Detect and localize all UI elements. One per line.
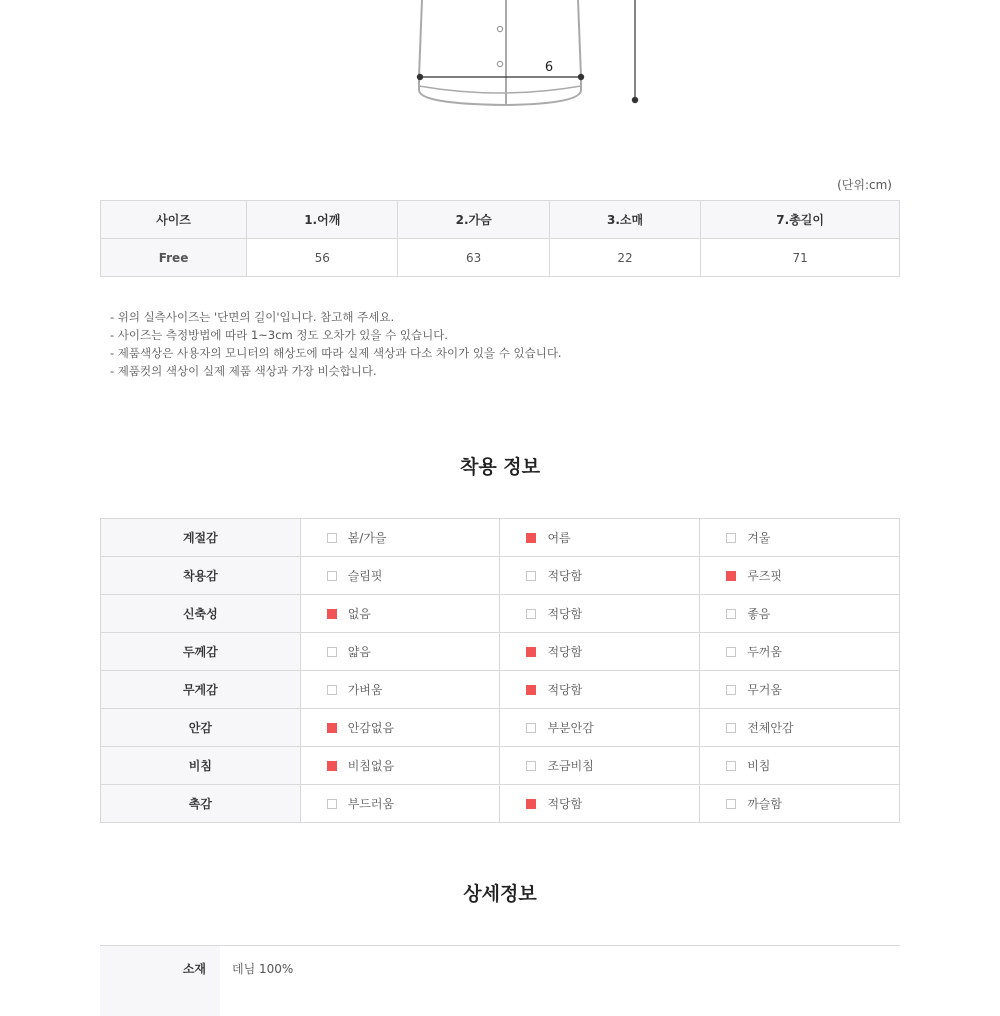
fit-option bbox=[500, 785, 700, 823]
unchecked-square-icon bbox=[726, 685, 736, 695]
fit-option bbox=[500, 709, 700, 747]
unchecked-square-icon bbox=[327, 647, 337, 657]
size-chart-table bbox=[100, 200, 900, 277]
fit-option bbox=[500, 747, 700, 785]
fit-row-label: 계절감 bbox=[101, 519, 301, 557]
fit-row-label: 두께감 bbox=[101, 633, 301, 671]
unchecked-square-icon bbox=[526, 723, 536, 733]
fit-option bbox=[700, 785, 900, 823]
button-dot bbox=[497, 26, 502, 31]
size-header-cell: 3.소매 bbox=[549, 201, 700, 239]
checked-square-icon bbox=[327, 609, 337, 619]
checked-square-icon bbox=[526, 533, 536, 543]
fit-option-label: 적당함 bbox=[547, 605, 582, 622]
fit-option bbox=[700, 519, 900, 557]
detail-info-table bbox=[100, 945, 900, 1016]
fit-option-label: 슬림핏 bbox=[348, 567, 383, 584]
size-header-cell: 사이즈 bbox=[101, 201, 247, 239]
unit-note: (단위:cm) bbox=[837, 176, 892, 193]
button-dot bbox=[497, 61, 502, 66]
fit-row bbox=[101, 671, 900, 709]
note-item: - 제품컷의 색상이 실제 제품 색상과 가장 비슷합니다. bbox=[110, 362, 562, 380]
fit-option bbox=[700, 557, 900, 595]
unchecked-square-icon bbox=[726, 533, 736, 543]
fit-option-label: 안감없음 bbox=[348, 719, 394, 736]
fit-option-label: 루즈핏 bbox=[747, 567, 782, 584]
fit-row bbox=[101, 557, 900, 595]
checked-square-icon bbox=[526, 647, 536, 657]
fit-option bbox=[700, 747, 900, 785]
fit-row-label: 착용감 bbox=[101, 557, 301, 595]
fit-row-label: 안감 bbox=[101, 709, 301, 747]
checked-square-icon bbox=[726, 571, 736, 581]
fit-option-label: 부드러움 bbox=[348, 795, 394, 812]
unchecked-square-icon bbox=[726, 647, 736, 657]
detail-value: 데님 100% bbox=[220, 946, 900, 1016]
unchecked-square-icon bbox=[327, 571, 337, 581]
fit-option-label: 적당함 bbox=[547, 567, 582, 584]
size-name-cell: Free bbox=[101, 239, 247, 277]
fit-info-title: 착용 정보 bbox=[0, 452, 1000, 479]
fit-option-label: 겨울 bbox=[747, 529, 770, 546]
fit-option bbox=[500, 671, 700, 709]
fit-option-label: 부분안감 bbox=[547, 719, 593, 736]
fit-row bbox=[101, 747, 900, 785]
fit-option-label: 좋음 bbox=[747, 605, 770, 622]
size-value-cell: 63 bbox=[398, 239, 549, 277]
fit-row-label: 무게감 bbox=[101, 671, 301, 709]
checked-square-icon bbox=[327, 723, 337, 733]
unchecked-square-icon bbox=[726, 799, 736, 809]
fit-option bbox=[500, 633, 700, 671]
size-header-row bbox=[101, 201, 900, 239]
fit-option bbox=[300, 671, 500, 709]
fit-option bbox=[500, 519, 700, 557]
fit-option-label: 여름 bbox=[547, 529, 570, 546]
fit-row-label: 비침 bbox=[101, 747, 301, 785]
size-value-cell: 56 bbox=[247, 239, 398, 277]
unchecked-square-icon bbox=[327, 685, 337, 695]
checked-square-icon bbox=[526, 685, 536, 695]
fit-option-label: 적당함 bbox=[547, 643, 582, 660]
size-notes bbox=[110, 308, 562, 380]
fit-option-label: 적당함 bbox=[547, 681, 582, 698]
checked-square-icon bbox=[327, 761, 337, 771]
note-item: - 위의 실측사이즈는 '단면의 길이'입니다. 참고해 주세요. bbox=[110, 308, 562, 326]
fit-option bbox=[300, 633, 500, 671]
fit-option bbox=[300, 747, 500, 785]
size-value-cell: 71 bbox=[701, 239, 900, 277]
fit-option bbox=[700, 595, 900, 633]
fit-option-label: 무거움 bbox=[747, 681, 782, 698]
fit-option-label: 비침 bbox=[747, 757, 770, 774]
fit-option bbox=[300, 519, 500, 557]
fit-row-label: 촉감 bbox=[101, 785, 301, 823]
fit-option bbox=[700, 671, 900, 709]
fit-option bbox=[300, 595, 500, 633]
fit-option-label: 봄/가을 bbox=[348, 529, 387, 546]
detail-row bbox=[100, 946, 900, 1016]
garment-measurement-diagram bbox=[0, 0, 1000, 120]
fit-row bbox=[101, 595, 900, 633]
unchecked-square-icon bbox=[526, 761, 536, 771]
fit-row bbox=[101, 633, 900, 671]
measure-label: 6 bbox=[545, 60, 553, 75]
note-item: - 제품색상은 사용자의 모니터의 해상도에 따라 실제 색상과 다소 차이가 있을 수 있습니다. bbox=[110, 344, 562, 362]
fit-option bbox=[300, 709, 500, 747]
checked-square-icon bbox=[526, 799, 536, 809]
fit-info-table bbox=[100, 518, 900, 823]
size-data-row bbox=[101, 239, 900, 277]
size-header-cell: 7.총길이 bbox=[701, 201, 900, 239]
fit-option-label: 비침없음 bbox=[348, 757, 394, 774]
detail-info-title: 상세정보 bbox=[0, 879, 1000, 906]
unchecked-square-icon bbox=[327, 799, 337, 809]
fit-option bbox=[300, 785, 500, 823]
fit-option-label: 적당함 bbox=[547, 795, 582, 812]
fit-option bbox=[300, 557, 500, 595]
unchecked-square-icon bbox=[327, 533, 337, 543]
unchecked-square-icon bbox=[726, 609, 736, 619]
fit-option bbox=[500, 595, 700, 633]
fit-row bbox=[101, 709, 900, 747]
detail-label: 소재 bbox=[100, 946, 220, 1016]
fit-row bbox=[101, 785, 900, 823]
size-value-cell: 22 bbox=[549, 239, 700, 277]
unchecked-square-icon bbox=[526, 571, 536, 581]
size-header-cell: 2.가슴 bbox=[398, 201, 549, 239]
fit-option-label: 두꺼움 bbox=[747, 643, 782, 660]
fit-option-label: 가벼움 bbox=[348, 681, 383, 698]
fit-option-label: 얇음 bbox=[348, 643, 371, 660]
fit-option bbox=[700, 633, 900, 671]
note-item: - 사이즈는 측정방법에 따라 1~3cm 정도 오차가 있을 수 있습니다. bbox=[110, 326, 562, 344]
fit-option-label: 전체안감 bbox=[747, 719, 793, 736]
unchecked-square-icon bbox=[726, 723, 736, 733]
size-header-cell: 1.어깨 bbox=[247, 201, 398, 239]
fit-option bbox=[500, 557, 700, 595]
fit-row bbox=[101, 519, 900, 557]
fit-option-label: 없음 bbox=[348, 605, 371, 622]
fit-option bbox=[700, 709, 900, 747]
fit-row-label: 신축성 bbox=[101, 595, 301, 633]
unchecked-square-icon bbox=[526, 609, 536, 619]
fit-option-label: 조금비침 bbox=[547, 757, 593, 774]
fit-option-label: 까슬함 bbox=[747, 795, 782, 812]
unchecked-square-icon bbox=[726, 761, 736, 771]
